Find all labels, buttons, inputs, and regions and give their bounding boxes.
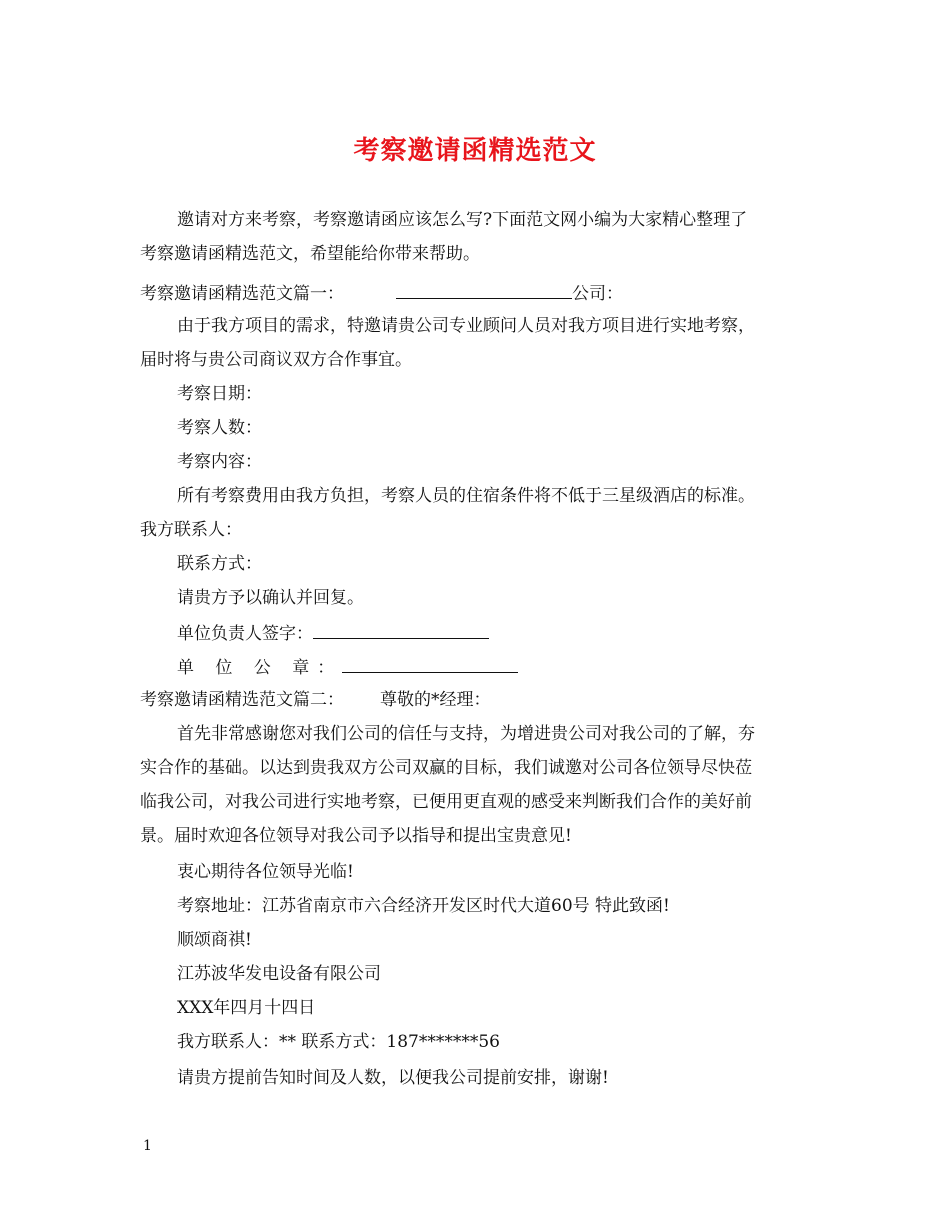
inspection-people-label: 考察人数：: [177, 418, 262, 438]
page-number: 1: [143, 1138, 152, 1154]
section-one-heading-line: [140, 282, 820, 304]
expectation-line: 衷心期待各位领导光临!: [177, 862, 354, 882]
intro-line-2: 考察邀请函精选范文，希望能给你带来帮助。: [140, 244, 480, 264]
section-two-body-2: 实合作的基础。以达到贵我双方公司双赢的目标，我们诚邀对公司各位领导尽快莅: [140, 758, 752, 778]
confirm-request: 请贵方予以确认并回复。: [177, 588, 364, 608]
section-one-body-1: 由于我方项目的需求，特邀请贵公司专业顾问人员对我方项目进行实地考察，: [177, 316, 755, 336]
section-two-body-3: 临我公司，对我公司进行实地考察，已便用更直观的感受来判断我们合作的美好前: [140, 792, 752, 812]
regards-line: 顺颂商祺!: [177, 930, 252, 950]
seal-line: [177, 656, 857, 678]
document-title: 考察邀请函精选范文: [353, 136, 597, 166]
intro-line-1: 邀请对方来考察，考察邀请函应该怎么写?下面范文网小编为大家精心整理了: [177, 210, 748, 230]
company-name-blank: [396, 282, 572, 299]
section-two-heading: 考察邀请函精选范文篇二：: [140, 690, 344, 710]
contact-person-label: 我方联系人：: [140, 520, 242, 540]
address-line: 考察地址：江苏省南京市六合经济开发区时代大道60号 特此致函!: [177, 896, 670, 916]
inspection-content-label: 考察内容：: [177, 452, 262, 472]
section-two-body-4: 景。届时欢迎各位领导对我公司予以指导和提出宝贵意见!: [140, 826, 572, 846]
signature-blank: [313, 622, 489, 639]
seal-blank: [342, 656, 518, 673]
cost-statement: 所有考察费用由我方负担，考察人员的住宿条件将不低于三星级酒店的标准。: [177, 486, 755, 506]
section-two-body-1: 首先非常感谢您对我们公司的信任与支持，为增进贵公司对我公司的了解，夯: [177, 724, 755, 744]
closing-request-line: 请贵方提前告知时间及人数，以便我公司提前安排，谢谢!: [177, 1068, 609, 1088]
seal-label: 单 位 公 章：: [177, 658, 343, 678]
letter-date-line: XXX年四月十四日: [177, 998, 316, 1018]
section-one-heading: 考察邀请函精选范文篇一：: [140, 284, 344, 304]
company-suffix: 公司：: [572, 284, 623, 304]
signature-line: [177, 622, 857, 644]
section-two-heading-line: [140, 690, 820, 710]
section-two-salutation: 尊敬的*经理：: [380, 690, 491, 710]
signature-label: 单位负责人签字：: [177, 624, 313, 644]
company-name-line: 江苏波华发电设备有限公司: [177, 964, 381, 984]
inspection-date-label: 考察日期：: [177, 384, 262, 404]
contact-info-line: 我方联系人：** 联系方式：187*******56: [177, 1032, 500, 1052]
section-one-body-2: 届时将与贵公司商议双方合作事宜。: [140, 350, 412, 370]
contact-method-label: 联系方式：: [177, 554, 262, 574]
